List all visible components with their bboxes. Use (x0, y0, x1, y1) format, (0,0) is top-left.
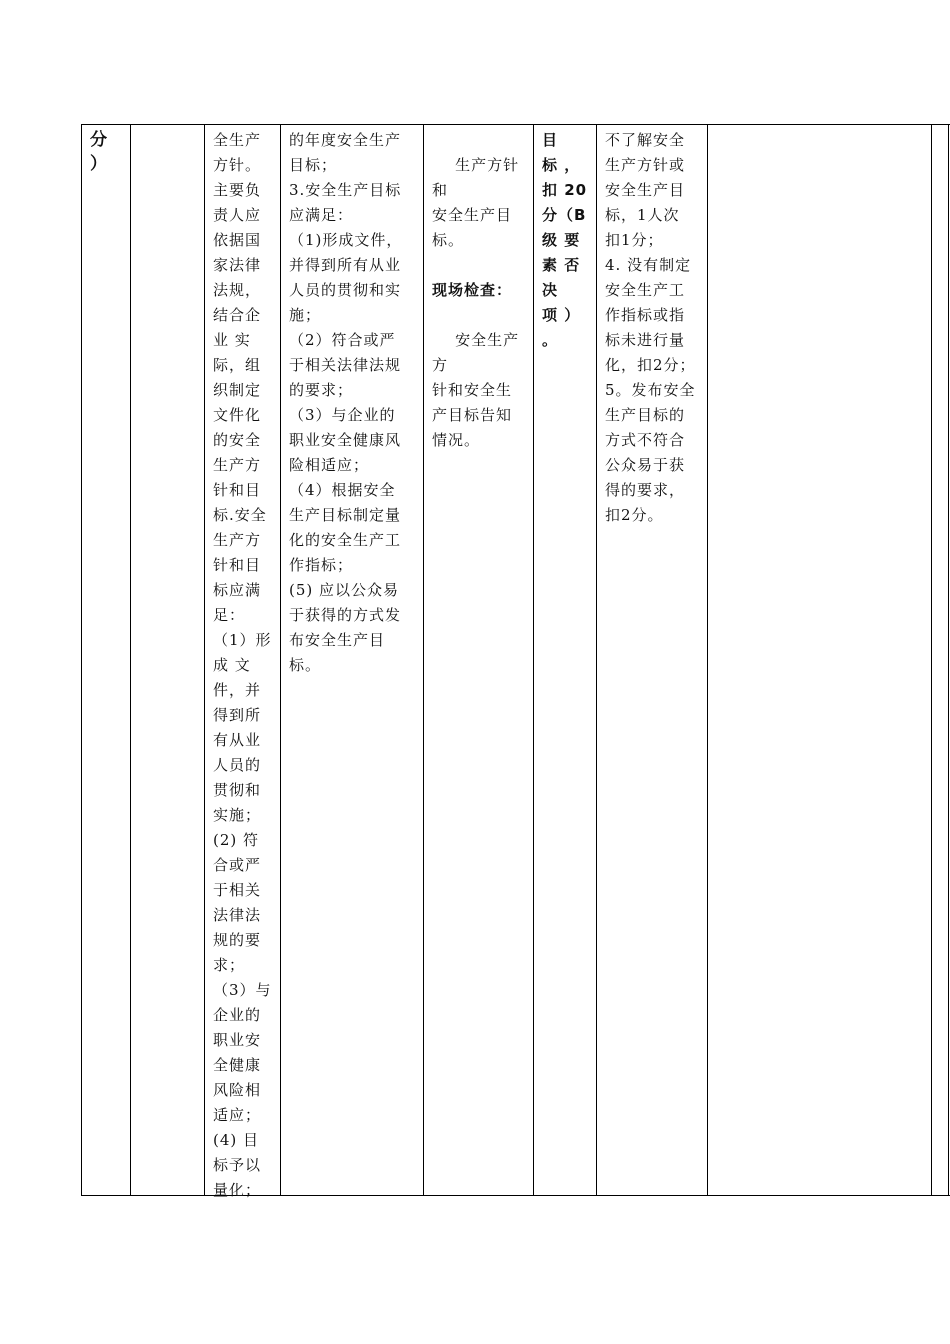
deduction-rules-cell: 不了解安全 生产方针或 安全生产目 标，1人次 扣1分； 4. 没有制定 安全生产工 作指标或指 标未进行量 化，扣2分； 5。发布安全 生产目标的 方式不符合 公众易于获 得的要求， 扣2分。 (605, 131, 696, 524)
veto-score-cell: 目 标 ， 扣 20 分（B 级 要 素 否 决 项 ） 。 (542, 131, 588, 349)
evaluation-standard-cell: 的年度安全生产 目标； 3.安全生产目标 应满足： （1)形成文件， 并得到所有从业 人员的贯彻和实 施； （2）符合或严 于相关法律法规 的要求； （3）与企业的 职业安全健康风 险相适应； （4）根据安全 生产目标制定量 化的安全生产工 作指标； (5) 应以公众易 于获得的方式发 布安全生产目 标。 (289, 131, 403, 674)
column-divider (130, 124, 131, 1196)
table-top-border (81, 124, 950, 125)
column-divider (81, 124, 82, 1196)
method-text: 安全生产方 针和安全生 产目标告知 情况。 (432, 331, 520, 449)
requirement-content-cell: 全生产 方针。 主要负 责人应 依据国 家法律 法规， 结合企 业 实 际，组 织制定 文件化 的安全 生产方 针和目 标.安全 生产方 针和目 标应满 足： （1）形 成 文 件，并 得到所 有从业 人员的 贯彻和 实施； (2) 符 合或严 于相关 法律法 规的要 求； （3）与 企业的 职业安 全健康 风险相 适应； (4) 目 标予以 量化； (213, 131, 272, 1199)
column-divider (280, 124, 281, 1196)
column-divider (948, 124, 949, 1196)
evaluation-method-cell (432, 128, 530, 478)
score-cell: 分 ） (90, 130, 108, 174)
column-divider (707, 124, 708, 1196)
column-divider (204, 124, 205, 1196)
column-divider (596, 124, 597, 1196)
column-divider (931, 124, 932, 1196)
site-inspection-label: 现场检查： (432, 281, 513, 299)
method-text: 生产方针和 安全生产目 标。 (432, 156, 520, 249)
table-bottom-border (81, 1195, 950, 1196)
column-divider (533, 124, 534, 1196)
column-divider (423, 124, 424, 1196)
